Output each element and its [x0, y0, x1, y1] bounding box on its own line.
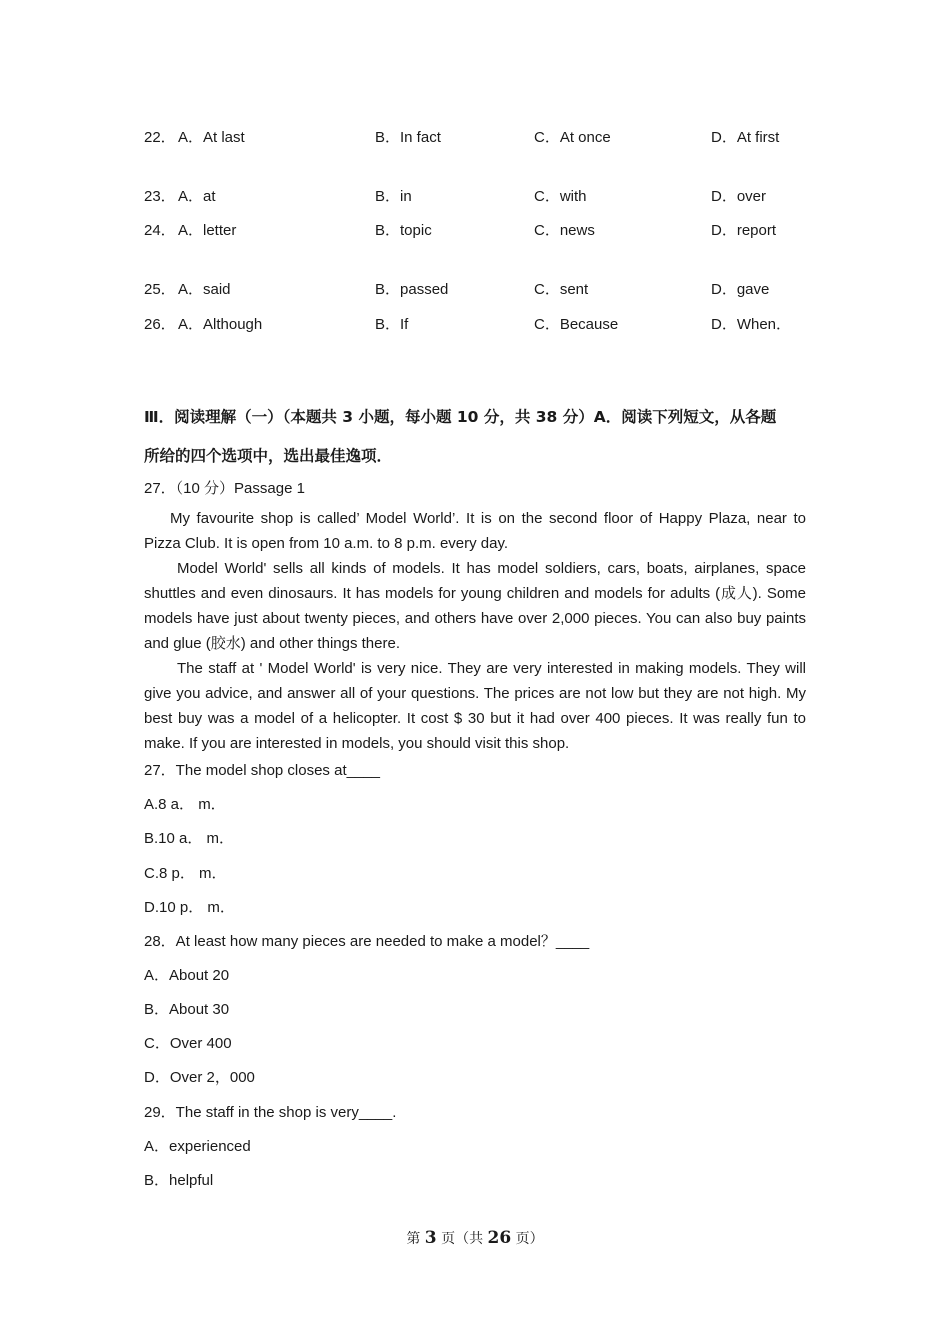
option-row-26 [144, 313, 814, 335]
option-c: C．At once [534, 129, 611, 146]
option-d: D．report [711, 222, 777, 239]
question-27-stem: 27．The model shop closes at____ [144, 762, 380, 779]
section-heading-line2: 所给的四个选项中，选出最佳逸项． [144, 447, 393, 465]
option-number: 22． [144, 129, 176, 146]
option-a: A．at [178, 188, 216, 205]
footer-middle: 页（共 [441, 1231, 484, 1247]
option-row-25 [144, 278, 814, 300]
current-page-number: 3 [424, 1228, 437, 1248]
question-28-option-d: D．Over 2，000 [144, 1069, 255, 1086]
question-27-option-c: C.8 p． m． [144, 865, 227, 882]
option-b: B．in [375, 188, 412, 205]
option-row-24 [144, 219, 814, 241]
option-c: C．Because [534, 316, 619, 333]
question-29-option-a: A．experienced [144, 1138, 251, 1155]
option-b: B．In fact [375, 129, 441, 146]
option-a: A．letter [178, 222, 237, 239]
page-footer [0, 1228, 950, 1248]
option-a: A．At last [178, 129, 245, 146]
option-number: 26． [144, 316, 176, 333]
option-a: A．said [178, 281, 231, 298]
question-28-option-a: A．About 20 [144, 967, 230, 984]
footer-prefix: 第 [406, 1231, 421, 1247]
option-a: A．Although [178, 316, 263, 333]
question-27-option-d: D.10 p． m． [144, 899, 235, 916]
question-29-stem: 29．The staff in the shop is very____. [144, 1104, 397, 1121]
question-28-option-b: B．About 30 [144, 1001, 230, 1018]
question-27-option-b: B.10 a． m． [144, 830, 235, 847]
option-d: D．over [711, 188, 767, 205]
total-page-number: 26 [487, 1228, 512, 1248]
option-row-23 [144, 185, 814, 207]
option-b: B．passed [375, 281, 449, 298]
option-d: D．gave [711, 281, 770, 298]
option-number: 25． [144, 281, 176, 298]
question-28-option-c: C．Over 400 [144, 1035, 232, 1052]
section-heading-line1: Ⅲ．阅读理解（一）（本题共 3 小题，每小题 10 分，共 38 分）A．阅读下列短文，从各题 [144, 408, 777, 426]
question-28-stem: 28．At least how many pieces are needed to make a model？____ [144, 933, 590, 950]
option-c: C．news [534, 222, 595, 239]
option-c: C．with [534, 188, 587, 205]
option-number: 23． [144, 188, 176, 205]
question-29-option-b: B．helpful [144, 1172, 214, 1189]
option-number: 24． [144, 222, 176, 239]
question-27-option-a: A.8 a． m． [144, 796, 226, 813]
option-d: D．At first [711, 129, 780, 146]
passage-header: 27．（10 分）Passage 1 [144, 480, 305, 497]
passage-paragraph-1: My favourite shop is called’ Model World’. It is on the second floor of Happy Plaza, near to Pizza Club. It is open from 10 a.m. to 8 p.m. every day. [144, 510, 806, 552]
option-row-22 [144, 126, 814, 148]
footer-suffix: 页） [515, 1231, 544, 1247]
passage-paragraph-3: The staff at ' Model World' is very nice. They are very interested in making models. They will give you advice, and answer all of your questions. The prices are not low but they are not high. My best buy was a model of a helicopter. It cost $ 30 but it had over 400 pieces. It was really fun to make. If you are interested in models, you should visit this shop. [144, 660, 806, 752]
option-c: C．sent [534, 281, 589, 298]
passage-paragraph-2: Model World' sells all kinds of models. It has model soldiers, cars, boats, airplanes, space shuttles and even dinosaurs. It has models for young children and models for adults (成人). Some models have just about twenty pieces, and others have over 2,000 pieces. You can also buy paints and glue (胶水) and other things there. [144, 560, 806, 652]
option-b: B．If [375, 316, 409, 333]
option-d: D．When． [711, 316, 792, 333]
option-b: B．topic [375, 222, 432, 239]
